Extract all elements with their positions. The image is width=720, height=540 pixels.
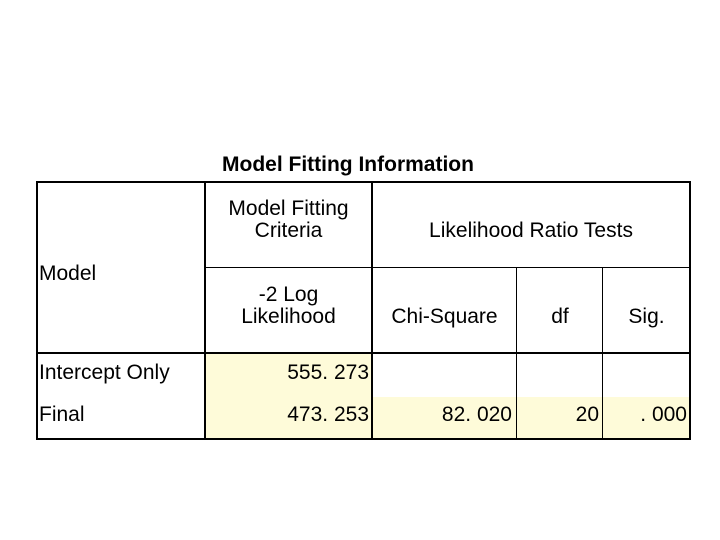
table-border-top [36,181,691,183]
header-likelihood-ratio-tests: Likelihood Ratio Tests [429,219,633,242]
header-body-divider [36,352,691,354]
header-df: df [551,305,569,328]
neg2ll-value: 473. 253 [287,403,369,426]
row-label: Final [39,403,85,426]
header-criteria-line2: Criteria [254,219,323,242]
header-model-fitting-criteria [205,198,372,242]
sig-value: . 000 [640,403,687,426]
header-criteria-line1: Model Fitting [228,197,349,220]
df-value: 20 [575,403,599,426]
chisquare-value: 82. 020 [441,403,512,426]
header-sig: Sig. [628,305,665,328]
header-chi-square: Chi-Square [391,305,498,328]
header-mid-divider [205,267,691,268]
header-model: Model [39,262,97,285]
header-neg2-log-likelihood [205,284,372,328]
neg2ll-value: 555. 273 [287,361,369,384]
row-label: Intercept Only [39,361,170,384]
table-border-bottom [36,438,691,440]
page-title: Model Fitting Information [222,153,474,176]
table-border-left [36,181,38,440]
header-neg2ll-line2: Likelihood [241,305,336,328]
header-neg2ll-line1: -2 Log [258,283,319,306]
